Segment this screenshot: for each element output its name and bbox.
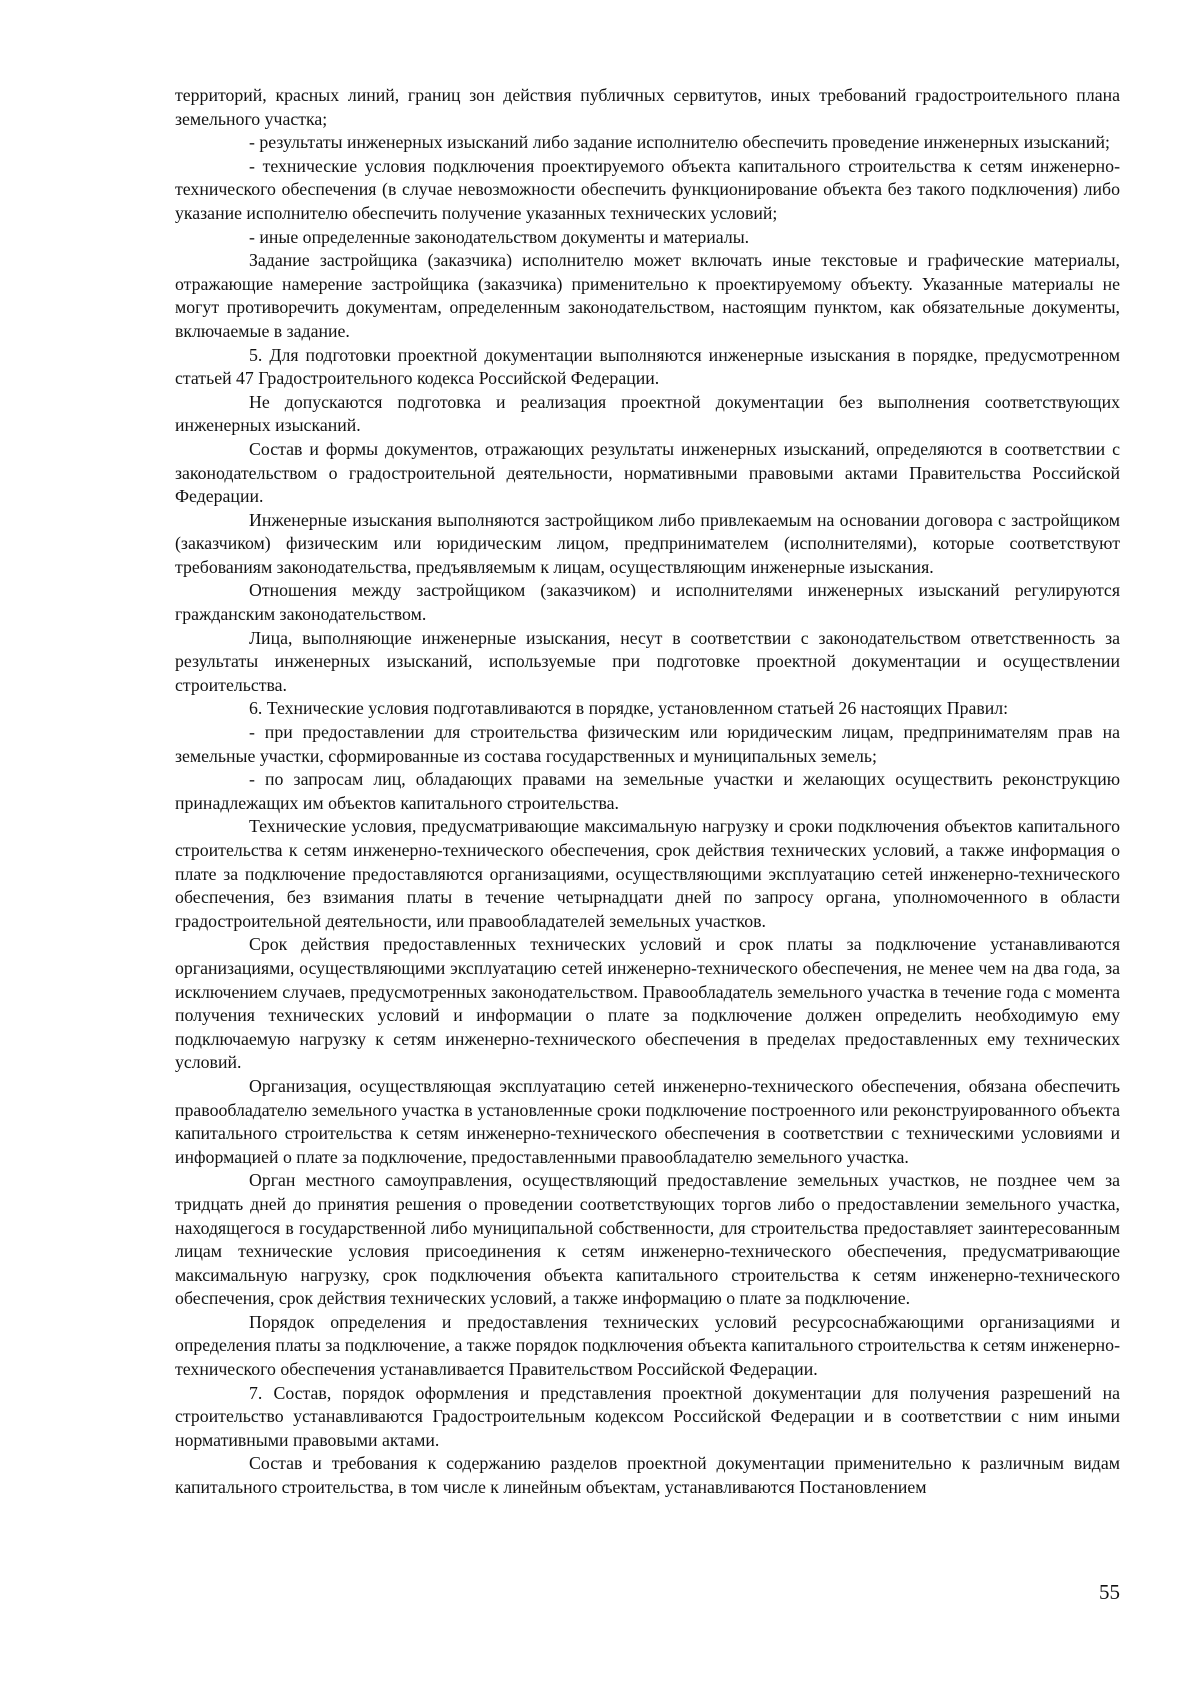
paragraph-14: - по запросам лиц, обладающих правами на земельные участки и желающих осуществить реконструкцию принадлежащих им объектов капитального строительства. (175, 769, 1120, 813)
paragraph-13: - при предоставлении для строительства физическим или юридическим лицам, предпринимателям прав на земельные участки, сформированные из состава государственных и муниципальных земель; (175, 722, 1120, 766)
paragraph-20: 7. Состав, порядок оформления и представления проектной документации для получения разрешений на строительство устанавливаются Градостроительным кодексом Российской Федерации и в соответствии с ним иными нормативными правовыми актами. (175, 1382, 1120, 1450)
paragraph-12: 6. Технические условия подготавливаются в порядке, установленном статьей 26 настоящих Правил: (249, 698, 1009, 719)
paragraph-2: - результаты инженерных изысканий либо задание исполнителю обеспечить проведение инженерных изысканий; (249, 132, 1110, 153)
paragraph-15: Технические условия, предусматривающие максимальную нагрузку и сроки подключения объектов капитального строительства к сетям инженерно-технического обеспечения, срок действия технических условий, а также информация о плате за подключение предоставляются организациями, осуществляющими эксплуатацию сетей инженерно-технического обеспечения, без взимания платы в течение четырнадцати дней по запросу органа, уполномоченного в области градостроительной деятельности, или правообладателей земельных участков. (175, 816, 1120, 931)
paragraph-19: Порядок определения и предоставления технических условий ресурсоснабжающими организациями и определения платы за подключение, а также порядок подключения объекта капитального строительства к сетям инженерно-технического обеспечения устанавливается Правительством Российской Федерации. (175, 1311, 1120, 1380)
paragraph-9: Инженерные изыскания выполняются застройщиком либо привлекаемым на основании договора с застройщиком (заказчиком) физическим или юридическим лицом, предпринимателем (исполнителями), которые соответствуют требованиям законодательства, предъявляемым к лицам, осуществляющим инженерные изыскания. (175, 509, 1120, 577)
paragraph-4: - иные определенные законодательством документы и материалы. (249, 226, 750, 247)
paragraph-10: Отношения между застройщиком (заказчиком) и исполнителями инженерных изысканий регулируются гражданским законодательством. (175, 580, 1120, 625)
paragraph-18: Орган местного самоуправления, осуществляющий предоставление земельных участков, не позднее чем за тридцать дней до принятия решения о проведении соответствующих торгов либо о предоставлении земельного участка, находящегося в государственной либо муниципальной собственности, для строительства предоставляет заинтересованным лицам технические условия присоединения к сетям инженерно-технического обеспечения, предусматривающие максимальную нагрузку, срок подключения объекта капитального строительства к сетям инженерно-технического обеспечения, срок действия технических условий, а также информацию о плате за подключение. (175, 1170, 1120, 1309)
page-number: 55 (1099, 1580, 1120, 1604)
paragraph-6: 5. Для подготовки проектной документации выполняются инженерные изыскания в порядке, предусмотренном статьей 47 Градостроительного кодекса Российской Федерации. (175, 344, 1120, 389)
paragraph-11: Лица, выполняющие инженерные изыскания, несут в соответствии с законодательством ответственность за результаты инженерных изысканий, используемые при подготовке проектной документации и осуществлении строительства. (175, 627, 1120, 695)
paragraph-1: территорий, красных линий, границ зон действия публичных сервитутов, иных требований градостроительного плана земельного участка; (175, 85, 1120, 129)
paragraph-3: - технические условия подключения проектируемого объекта капитального строительства к сетям инженерно-технического обеспечения (в случае невозможности обеспечить функционирование объекта без такого подключения) либо указание исполнителю обеспечить получение указанных технических условий; (175, 155, 1120, 223)
paragraph-8: Состав и формы документов, отражающих результаты инженерных изысканий, определяются в соответствии с законодательством о градостроительной деятельности, нормативными правовыми актами Правительства Российской Федерации. (175, 438, 1120, 507)
paragraph-7: Не допускаются подготовка и реализация проектной документации без выполнения соответствующих инженерных изысканий. (175, 391, 1120, 436)
document-body (175, 84, 1120, 1500)
paragraph-16: Срок действия предоставленных технических условий и срок платы за подключение устанавливаются организациями, осуществляющими эксплуатацию сетей инженерно-технического обеспечения, не менее чем на два года, за исключением случаев, предусмотренных законодательством. Правообладатель земельного участка в течение года с момента получения технических условий и информации о плате за подключение должен определить необходимую ему подключаемую нагрузку к сетям инженерно-технического обеспечения в пределах предоставленных ему технических условий. (175, 934, 1120, 1073)
paragraph-21: Состав и требования к содержанию разделов проектной документации применительно к различным видам капитального строительства, в том числе к линейным объектам, устанавливаются Постановлением (175, 1453, 1120, 1498)
paragraph-5: Задание застройщика (заказчика) исполнителю может включать иные текстовые и графические материалы, отражающие намерение застройщика (заказчика) применительно к проектируемому объекту. Указанные материалы не могут противоречить документам, определенным законодательством, настоящим пунктом, как обязательные документы, включаемые в задание. (175, 250, 1120, 341)
paragraph-17: Организация, осуществляющая эксплуатацию сетей инженерно-технического обеспечения, обязана обеспечить правообладателю земельного участка в установленные сроки подключение построенного или реконструированного объекта капитального строительства к сетям инженерно-технического обеспечения в соответствии с техническими условиями и информацией о плате за подключение, предоставленными правообладателю земельного участка. (175, 1075, 1120, 1167)
